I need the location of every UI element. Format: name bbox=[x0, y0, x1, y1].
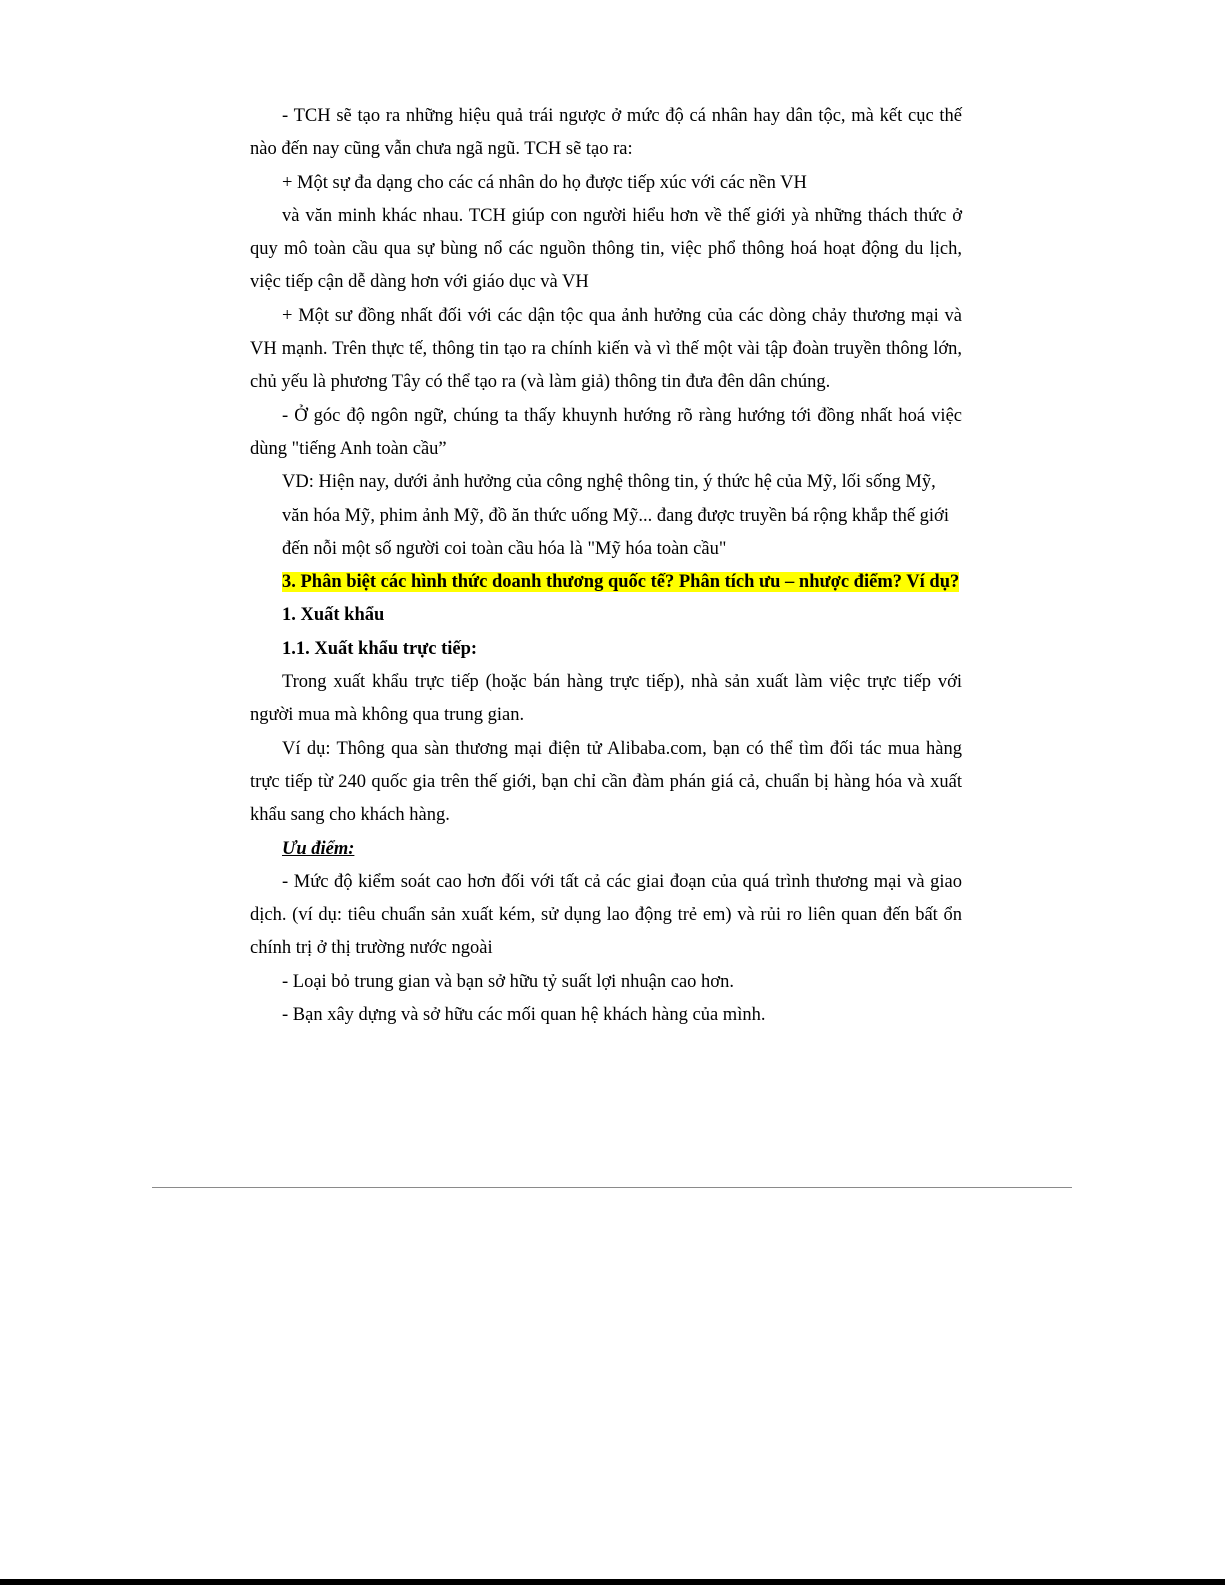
paragraph-tch-effects: - TCH sẽ tạo ra những hiệu quả trái ngược ở mức độ cá nhân hay dân tộc, mà kết cục thế nào đến nay cũng vẫn chưa ngã ngũ. TCH sẽ tạo ra: bbox=[250, 106, 962, 160]
paragraph-alibaba-example: Ví dụ: Thông qua sàn thương mại điện tử Alibaba.com, bạn có thể tìm đối tác mua hàng trực tiếp từ 240 quốc gia trên thế giới, bạn chỉ cần đàm phán giá cả, chuẩn bị hàng hóa và xuất khẩu sang cho khách hàng. bbox=[250, 738, 962, 826]
advantages-heading bbox=[250, 833, 962, 866]
paragraph-civilization: và văn minh khác nhau. TCH giúp con người hiểu hơn về thế giới yà những thách thức ở quy mô toàn cầu qua sự bùng nổ các nguồn thông tin, việc phổ thông hoá hoạt động du lịch, việc tiếp cận dễ dàng hơn với giáo dục và VH bbox=[250, 205, 962, 293]
section-heading-3-text: 3. Phân biệt các hình thức doanh thương quốc tế? Phân tích ưu – nhược điểm? Ví dụ? bbox=[282, 572, 960, 593]
paragraph-uniformity: + Một sư đồng nhất đối với các dận tộc qua ảnh hưởng của các dòng chảy thương mại và VH mạnh. Trên thực tế, thông tin tạo ra chính kiến và vì thế một vài tập đoàn truyền thông lớn, chủ yếu là phương Tây có thể tạo ra (và làm giả) thông tin đưa đên dân chúng. bbox=[250, 305, 962, 393]
paragraph-control: - Mức độ kiểm soát cao hơn đối với tất cả các giai đoạn của quá trình thương mại và giao dịch. (ví dụ: tiêu chuẩn sản xuất kém, sử dụng lao động trẻ em) và rủi ro liên quan đến bất ổn chính trị ở thị trường nước ngoài bbox=[250, 871, 962, 959]
heading-export: 1. Xuất khẩu bbox=[282, 605, 385, 626]
advantages-label: Ưu điểm: bbox=[282, 838, 355, 859]
page-footer-divider bbox=[152, 1187, 1072, 1188]
paragraph-remove-intermediary: - Loại bỏ trung gian và bạn sở hữu tỷ suất lợi nhuận cao hơn. bbox=[282, 971, 734, 992]
paragraph-customer-relations: - Bạn xây dựng và sở hữu các mối quan hệ khách hàng của mình. bbox=[282, 1005, 766, 1026]
paragraph-diversity: + Một sự đa dạng cho các cá nhân do họ được tiếp xúc với các nền VH bbox=[282, 172, 807, 193]
page-bottom-edge bbox=[0, 1579, 1225, 1585]
paragraph-language: - Ở góc độ ngôn ngữ, chúng ta thấy khuynh hướng rõ ràng hướng tới đồng nhất hoá việc dùng "tiếng Anh toàn cầu” bbox=[250, 405, 962, 459]
section-heading-3 bbox=[250, 566, 962, 599]
heading-direct-export: 1.1. Xuất khẩu trực tiếp: bbox=[282, 638, 478, 659]
paragraph-example-usa: VD: Hiện nay, dưới ảnh hưởng của công nghệ thông tin, ý thức hệ của Mỹ, lối sống Mỹ, văn hóa Mỹ, phim ảnh Mỹ, đồ ăn thức uống Mỹ... đang được truyền bá rộng khắp thế giới đến nỗi một số người coi toàn cầu hóa là "Mỹ hóa toàn cầu" bbox=[282, 472, 949, 559]
document-page-content bbox=[250, 100, 962, 1032]
paragraph-direct-export: Trong xuất khẩu trực tiếp (hoặc bán hàng trực tiếp), nhà sản xuất làm việc trực tiếp với người mua mà không qua trung gian. bbox=[250, 672, 962, 726]
